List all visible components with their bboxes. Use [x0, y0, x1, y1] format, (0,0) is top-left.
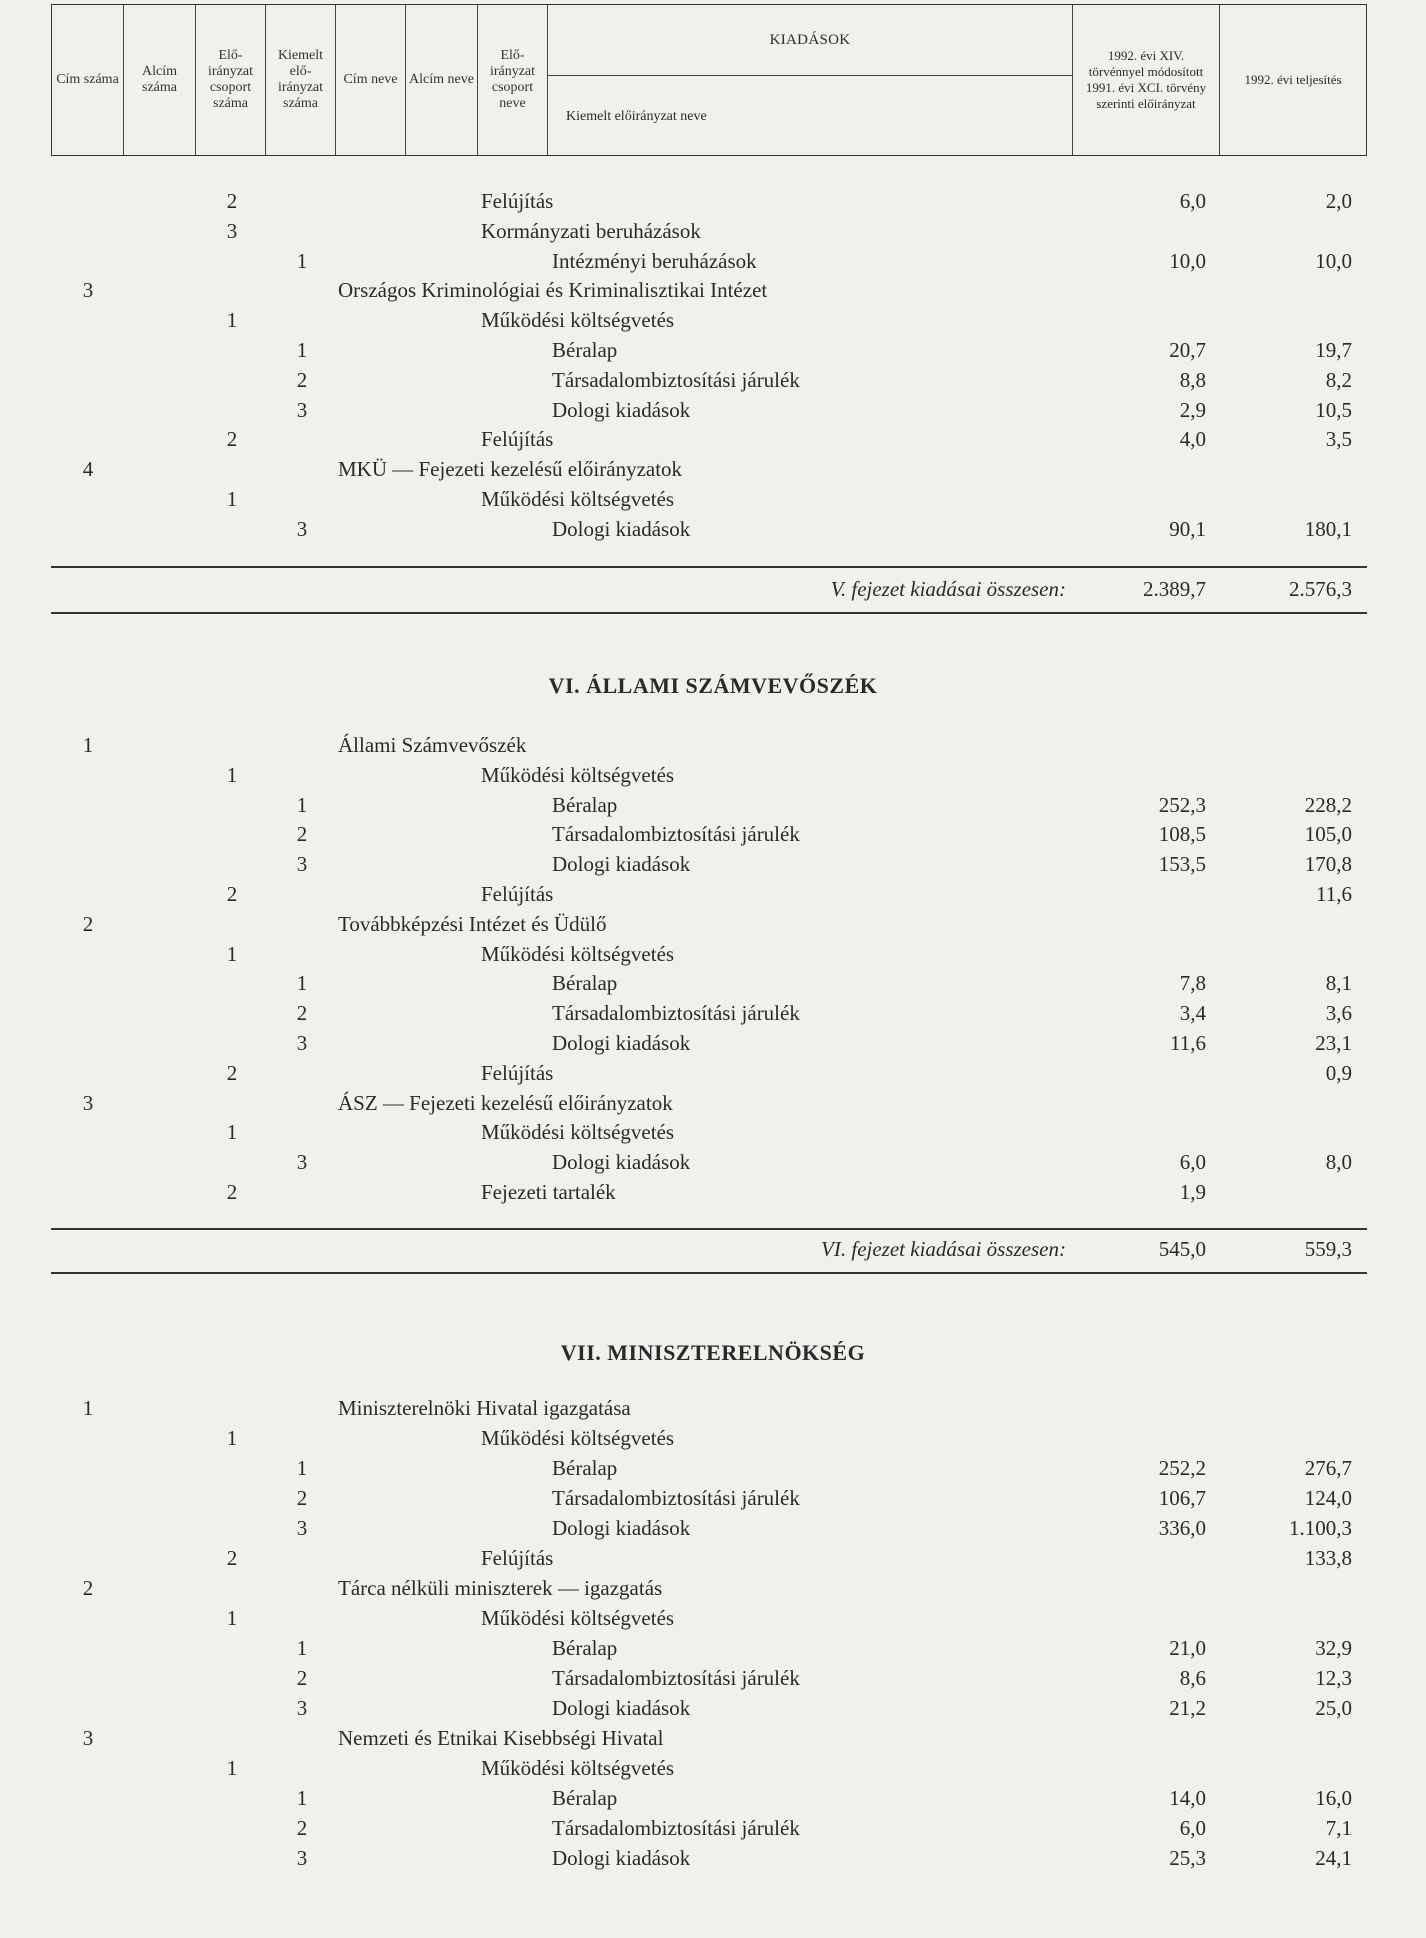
alcim-number: 2: [226, 1060, 238, 1085]
item-name: Nemzeti és Etnikai Kisebbségi Hivatal: [338, 1726, 664, 1750]
alcim-number: 1: [226, 762, 238, 787]
table-row: [0, 1843, 1426, 1873]
table-row: [0, 968, 1426, 998]
divider: [51, 1272, 1367, 1274]
item-name: Működési költségvetés: [481, 487, 675, 511]
table-row: [0, 1393, 1426, 1423]
item-name: ÁSZ — Fejezeti kezelésű előirányzatok: [338, 1090, 673, 1115]
value-teljesites: 180,1: [1304, 516, 1352, 541]
kiemelt-number: 3: [296, 1846, 308, 1870]
header-kiemelt-eloiranyzat-szama: Kiemelt elő- irányzat száma: [266, 5, 336, 155]
table-header: [51, 4, 1367, 156]
table-row: [0, 424, 1426, 454]
kiemelt-number: 1: [296, 971, 308, 996]
alcim-number: 1: [226, 308, 238, 333]
value-eloiranyzat: 3,4: [1179, 1001, 1206, 1026]
item-name: Társadalombiztosítási járulék: [552, 1486, 800, 1510]
value-eloiranyzat: 336,0: [1158, 1516, 1206, 1540]
kiemelt-number: 3: [296, 1150, 308, 1175]
kiemelt-number: 3: [296, 1516, 308, 1540]
sum-value-teljesites: 559,3: [1304, 1237, 1352, 1261]
table-row: [0, 1543, 1426, 1573]
cim-number: 3: [82, 1726, 94, 1750]
table-row: [0, 514, 1426, 544]
divider: [51, 1228, 1367, 1230]
value-eloiranyzat: 14,0: [1169, 1786, 1206, 1810]
value-eloiranyzat: 6,0: [1179, 1150, 1206, 1175]
value-eloiranyzat: 10,0: [1169, 248, 1206, 273]
item-name: Dologi kiadások: [552, 852, 691, 877]
value-eloiranyzat: 11,6: [1170, 1031, 1206, 1055]
table-row: [0, 1453, 1426, 1483]
table-row: [0, 1693, 1426, 1723]
table-row: [0, 186, 1426, 216]
sum-value-eloiranyzat: 545,0: [1158, 1237, 1206, 1261]
kiemelt-number: 1: [296, 1456, 308, 1480]
item-name: Működési költségvetés: [481, 1120, 675, 1145]
table-row: [0, 1177, 1426, 1207]
alcim-number: 2: [226, 882, 238, 906]
item-name: Béralap: [552, 792, 618, 817]
table-row: [0, 275, 1426, 305]
kiemelt-number: 1: [296, 792, 308, 817]
value-teljesites: 11,6: [1316, 882, 1352, 906]
value-eloiranyzat: 20,7: [1169, 338, 1206, 362]
alcim-number: 2: [226, 427, 238, 452]
value-teljesites: 170,8: [1304, 852, 1352, 877]
header-teljesites-1992: 1992. évi teljesítés: [1244, 72, 1342, 87]
table-row: [0, 1603, 1426, 1633]
header-kiemelt-eloiranyzat-neve: Kiemelt előirányzat neve: [566, 108, 707, 124]
header-alcim-szama: Alcím száma: [124, 5, 196, 155]
table-row: [0, 998, 1426, 1028]
header-alcim-neve: Alcím neve: [406, 5, 478, 155]
item-name: Dologi kiadások: [552, 1696, 691, 1720]
value-teljesites: 23,1: [1315, 1031, 1352, 1055]
value-teljesites: 228,2: [1304, 792, 1352, 817]
sum-row-vi: [0, 1232, 1426, 1266]
value-teljesites: 3,5: [1325, 427, 1352, 452]
value-teljesites: 276,7: [1304, 1456, 1352, 1480]
sum-label: VI. fejezet kiadásai összesen:: [821, 1237, 1066, 1261]
kiemelt-number: 2: [296, 1666, 308, 1690]
item-name: Országos Kriminológiai és Kriminalisztikai Intézet: [338, 278, 768, 303]
table-row: [0, 1663, 1426, 1693]
alcim-number: 1: [226, 1120, 238, 1145]
value-eloiranyzat: 8,8: [1179, 367, 1206, 392]
sum-label: V. fejezet kiadásai összesen:: [830, 577, 1066, 601]
cim-number: 2: [82, 1576, 94, 1600]
kiemelt-number: 3: [296, 397, 308, 422]
table-row: [0, 216, 1426, 246]
cim-number: 2: [82, 911, 94, 936]
header-eloiranyzat-csoport-szama: Elő- irányzat csoport száma: [196, 5, 266, 155]
table-row: [0, 879, 1426, 909]
item-name: Béralap: [552, 1786, 618, 1810]
item-name: Társadalombiztosítási járulék: [552, 1001, 800, 1026]
value-teljesites: 8,2: [1325, 367, 1352, 392]
header-cim-szama: Cím száma: [52, 5, 124, 155]
value-teljesites: 8,0: [1325, 1150, 1352, 1175]
kiemelt-number: 1: [296, 338, 308, 362]
item-name: Miniszterelnöki Hivatal igazgatása: [338, 1396, 631, 1420]
table-row: [0, 819, 1426, 849]
kiemelt-number: 2: [296, 822, 308, 847]
item-name: Működési költségvetés: [481, 1606, 675, 1630]
cim-number: 3: [82, 278, 94, 303]
item-name: Dologi kiadások: [552, 397, 691, 422]
alcim-number: 1: [226, 941, 238, 966]
value-eloiranyzat: 21,0: [1169, 1636, 1206, 1660]
item-name: Tárca nélküli miniszterek — igazgatás: [338, 1576, 663, 1600]
table-row: [0, 246, 1426, 276]
value-teljesites: 3,6: [1325, 1001, 1352, 1026]
value-eloiranyzat: 252,2: [1158, 1456, 1206, 1480]
alcim-number: 2: [226, 1180, 238, 1204]
value-teljesites: 24,1: [1315, 1846, 1352, 1870]
item-name: Kormányzati beruházások: [481, 218, 701, 243]
header-eloiranyzat-1992: 1992. évi XIV. törvénnyel módosított 1991. évi XCI. törvény szerinti előirányzat: [1072, 5, 1220, 155]
item-name: Béralap: [552, 971, 618, 996]
table-row: [0, 1573, 1426, 1603]
alcim-number: 1: [226, 1756, 238, 1780]
table-row: [0, 1423, 1426, 1453]
table-row: [0, 395, 1426, 425]
value-eloiranyzat: 252,3: [1158, 792, 1206, 817]
table-row: [0, 790, 1426, 820]
item-name: Társadalombiztosítási járulék: [552, 367, 800, 392]
table-row: [0, 1058, 1426, 1088]
item-name: Béralap: [552, 1456, 618, 1480]
table-row: [0, 760, 1426, 790]
value-teljesites: 12,3: [1315, 1666, 1352, 1690]
value-teljesites: 16,0: [1315, 1786, 1352, 1810]
section-title-vi: VI. ÁLLAMI SZÁMVEVŐSZÉK: [548, 673, 878, 698]
item-name: Dologi kiadások: [552, 1846, 691, 1870]
value-eloiranyzat: 90,1: [1169, 516, 1206, 541]
table-row: [0, 1783, 1426, 1813]
alcim-number: 1: [226, 1426, 238, 1450]
table-row: [0, 484, 1426, 514]
value-teljesites: 10,0: [1315, 248, 1352, 273]
item-name: MKÜ — Fejezeti kezelésű előirányzatok: [338, 457, 683, 482]
item-name: Felújítás: [481, 427, 554, 452]
item-name: Intézményi beruházások: [552, 248, 757, 273]
table-row: [0, 849, 1426, 879]
table-row: [0, 1088, 1426, 1118]
cim-number: 4: [82, 457, 94, 482]
cim-number: 3: [82, 1090, 94, 1115]
item-name: Állami Számvevőszék: [338, 733, 527, 757]
alcim-number: 1: [226, 487, 238, 511]
table-row: [0, 1633, 1426, 1663]
cim-number: 1: [82, 1396, 94, 1420]
value-teljesites: 25,0: [1315, 1696, 1352, 1720]
value-teljesites: 10,5: [1315, 397, 1352, 422]
value-teljesites: 7,1: [1325, 1816, 1352, 1840]
item-name: Működési költségvetés: [481, 1756, 675, 1780]
value-eloiranyzat: 25,3: [1169, 1846, 1206, 1870]
item-name: Működési költségvetés: [481, 941, 675, 966]
section-title-vii: VII. MINISZTERELNÖKSÉG: [560, 1340, 866, 1365]
value-teljesites: 1.100,3: [1289, 1516, 1352, 1540]
value-teljesites: 124,0: [1304, 1486, 1352, 1510]
item-name: Dologi kiadások: [552, 1150, 691, 1175]
item-name: Felújítás: [481, 1546, 554, 1570]
value-eloiranyzat: 21,2: [1169, 1696, 1206, 1720]
table-row: [0, 1513, 1426, 1543]
kiemelt-number: 2: [296, 367, 308, 392]
table-row: [0, 1147, 1426, 1177]
table-row: [0, 335, 1426, 365]
value-teljesites: 2,0: [1325, 189, 1352, 213]
item-name: Működési költségvetés: [481, 1426, 675, 1450]
kiemelt-number: 2: [296, 1001, 308, 1026]
table-row: [0, 1483, 1426, 1513]
item-name: Társadalombiztosítási járulék: [552, 1816, 800, 1840]
item-name: Továbbképzési Intézet és Üdülő: [338, 911, 607, 936]
kiemelt-number: 2: [296, 1486, 308, 1510]
kiemelt-number: 1: [296, 1786, 308, 1810]
value-eloiranyzat: 4,0: [1179, 427, 1206, 452]
value-eloiranyzat: 2,9: [1179, 397, 1206, 422]
kiemelt-number: 3: [296, 852, 308, 877]
item-name: Felújítás: [481, 882, 554, 906]
item-name: Béralap: [552, 1636, 618, 1660]
item-name: Társadalombiztosítási járulék: [552, 1666, 800, 1690]
kiemelt-number: 2: [296, 1816, 308, 1840]
header-kiadasok: KIADÁSOK: [548, 5, 1072, 76]
alcim-number: 1: [226, 1606, 238, 1630]
value-eloiranyzat: 1,9: [1179, 1180, 1206, 1204]
table-row: [0, 1813, 1426, 1843]
alcim-number: 2: [226, 189, 238, 213]
item-name: Dologi kiadások: [552, 1516, 691, 1540]
value-eloiranyzat: 8,6: [1179, 1666, 1206, 1690]
item-name: Dologi kiadások: [552, 516, 691, 541]
table-row: [0, 365, 1426, 395]
alcim-number: 2: [226, 1546, 238, 1570]
value-teljesites: 105,0: [1304, 822, 1352, 847]
item-name: Béralap: [552, 338, 618, 362]
item-name: Dologi kiadások: [552, 1031, 691, 1055]
header-eloiranyzat-csoport-neve: Elő- irányzat csoport neve: [478, 5, 548, 155]
item-name: Működési költségvetés: [481, 762, 675, 787]
kiemelt-number: 3: [296, 516, 308, 541]
item-name: Felújítás: [481, 189, 554, 213]
kiemelt-number: 1: [296, 248, 308, 273]
cim-number: 1: [82, 733, 94, 757]
item-name: Felújítás: [481, 1060, 554, 1085]
value-teljesites: 0,9: [1325, 1060, 1352, 1085]
table-row: [0, 909, 1426, 939]
sum-value-eloiranyzat: 2.389,7: [1143, 577, 1206, 601]
divider: [51, 566, 1367, 568]
header-cim-neve: Cím neve: [336, 5, 406, 155]
table-row: [0, 1028, 1426, 1058]
value-teljesites: 133,8: [1304, 1546, 1352, 1570]
value-eloiranyzat: 106,7: [1158, 1486, 1206, 1510]
value-teljesites: 19,7: [1315, 338, 1352, 362]
kiemelt-number: 3: [296, 1696, 308, 1720]
value-eloiranyzat: 6,0: [1179, 189, 1206, 213]
item-name: Működési költségvetés: [481, 308, 675, 333]
kiemelt-number: 3: [296, 1031, 308, 1055]
item-name: Társadalombiztosítási járulék: [552, 822, 800, 847]
sum-value-teljesites: 2.576,3: [1289, 577, 1352, 601]
value-teljesites: 32,9: [1315, 1636, 1352, 1660]
value-eloiranyzat: 153,5: [1158, 852, 1206, 877]
table-row: [0, 730, 1426, 760]
table-row: [0, 1753, 1426, 1783]
table-row: [0, 454, 1426, 484]
value-eloiranyzat: 6,0: [1179, 1816, 1206, 1840]
item-name: Fejezeti tartalék: [481, 1180, 616, 1204]
table-row: [0, 1117, 1426, 1147]
value-teljesites: 8,1: [1325, 971, 1352, 996]
value-eloiranyzat: 108,5: [1158, 822, 1206, 847]
table-row: [0, 1723, 1426, 1753]
sum-row-v: [0, 572, 1426, 606]
table-row: [0, 305, 1426, 335]
table-row: [0, 939, 1426, 969]
alcim-number: 3: [226, 218, 238, 243]
divider: [51, 612, 1367, 614]
value-eloiranyzat: 7,8: [1179, 971, 1206, 996]
kiemelt-number: 1: [296, 1636, 308, 1660]
